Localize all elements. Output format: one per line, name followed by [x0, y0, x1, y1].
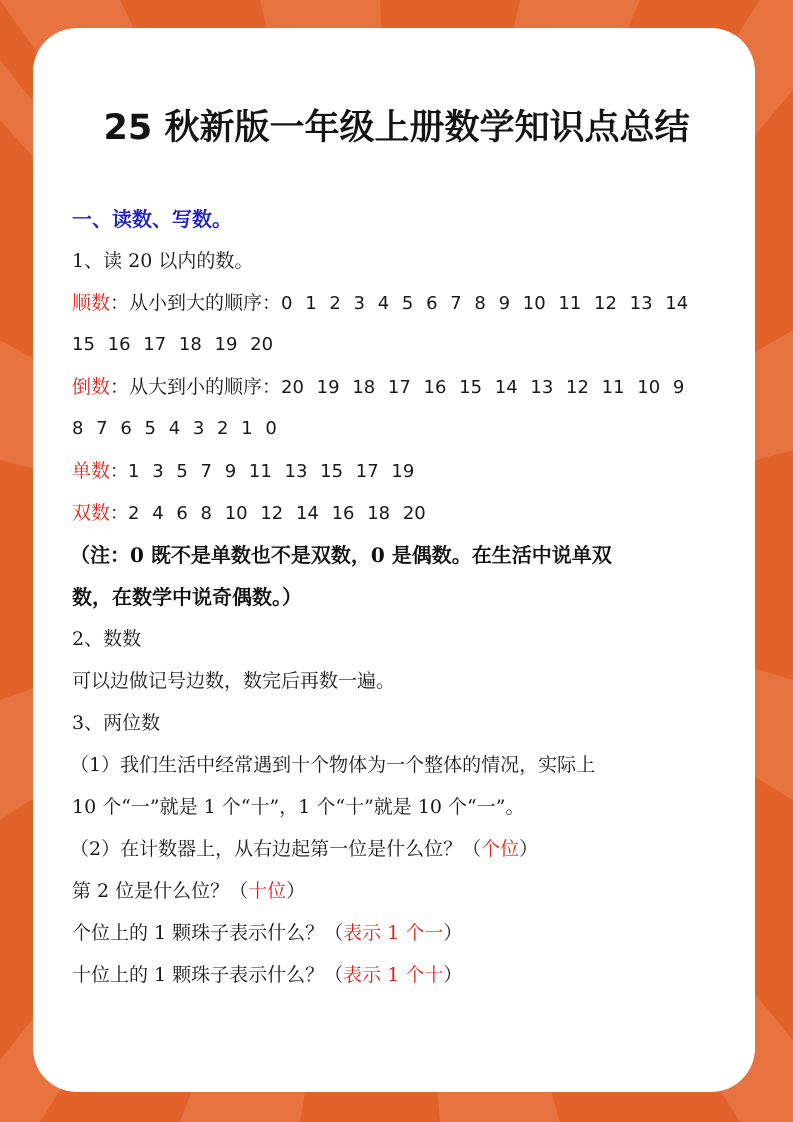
item-2-text: 可以边做记号边数，数完后再数一遍。	[72, 670, 396, 692]
item-2: 2、数数	[72, 628, 142, 650]
item-3-p2-close: ）	[519, 838, 539, 860]
shunshu-numbers: 0 1 2 3 4 5 6 7 8 9 10 11 12 13 14	[281, 293, 689, 314]
daoshu-text: ：从大到小的顺序：	[110, 376, 282, 398]
danshu-label: 单数	[72, 460, 111, 482]
item-3-p2-answer: 个位	[481, 838, 520, 860]
danshu-numbers: ：1 3 5 7 9 11 13 15 17 19	[110, 461, 415, 482]
daoshu-line	[72, 366, 752, 408]
question-4: 十位上的 1 颗珠子表示什么？（	[72, 964, 344, 986]
question-3-line	[72, 912, 752, 954]
item-3-p1-line-2: 10 个“一”就是 1 个“十”，1 个“十”就是 10 个“一”。	[72, 796, 525, 818]
shuangshu-line	[72, 492, 752, 534]
question-4-line	[72, 954, 752, 996]
note-line-1: （注：0 既不是单数也不是双数，0 是偶数。在生活中说单双	[70, 543, 612, 567]
note-line-2: 数，在数学中说奇偶数。）	[72, 585, 302, 609]
question-3: 个位上的 1 颗珠子表示什么？（	[72, 922, 344, 944]
item-3-p1-line-1: （1）我们生活中经常遇到十个物体为一个整体的情况，实际上	[70, 754, 596, 776]
daoshu-label: 倒数	[72, 376, 111, 398]
question-3-close: ）	[443, 922, 463, 944]
shunshu-line	[72, 282, 752, 324]
daoshu-numbers-cont: 8 7 6 5 4 3 2 1 0	[72, 418, 277, 439]
danshu-line	[72, 450, 752, 492]
item-3: 3、两位数	[72, 712, 161, 734]
question-2-line	[72, 870, 752, 912]
item-1: 1、读 20 以内的数。	[72, 250, 254, 272]
question-2-close: ）	[286, 880, 306, 902]
shunshu-text: ：从小到大的顺序：	[110, 292, 282, 314]
shuangshu-label: 双数	[72, 502, 111, 524]
document-body	[72, 198, 752, 996]
shunshu-numbers-cont: 15 16 17 18 19 20	[72, 334, 274, 355]
question-2: 第 2 位是什么位？（	[72, 880, 249, 902]
item-3-p2-line	[70, 828, 752, 870]
question-2-answer: 十位	[248, 880, 287, 902]
shunshu-label: 顺数	[72, 292, 111, 314]
question-3-answer: 表示 1 个一	[343, 922, 444, 944]
daoshu-numbers: 20 19 18 17 16 15 14 13 12 11 10 9	[281, 377, 685, 398]
page-title: 25 秋新版一年级上册数学知识点总结	[103, 108, 690, 148]
question-4-answer: 表示 1 个十	[343, 964, 444, 986]
shuangshu-numbers: ：2 4 6 8 10 12 14 16 18 20	[110, 503, 426, 524]
question-4-close: ）	[443, 964, 463, 986]
item-3-p2-question: （2）在计数器上，从右边起第一位是什么位？（	[70, 838, 482, 860]
section-heading: 一、读数、写数。	[72, 207, 232, 231]
